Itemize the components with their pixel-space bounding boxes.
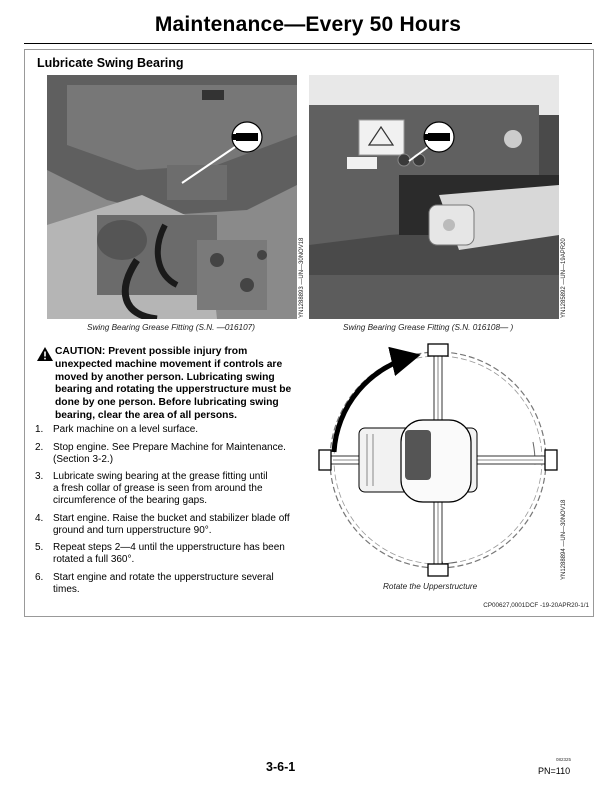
reference-code: CP00627,0001DCF -19-20APR20-1/1 bbox=[483, 602, 589, 609]
step-text: ground and turn upperstructure 90°. bbox=[53, 524, 212, 536]
step-text: rotated a full 360°. bbox=[53, 554, 135, 566]
caution-block bbox=[35, 346, 297, 423]
left-photo bbox=[47, 75, 297, 319]
caution-line: moved by another person. Lubricating swing bbox=[55, 371, 275, 383]
footer-code: 082325 bbox=[556, 757, 572, 762]
caution-line: bearing and rotating the upperstructure must be bbox=[55, 384, 292, 396]
right-photo-caption: Swing Bearing Grease Fitting (S.N. 016108— ) bbox=[343, 323, 514, 332]
step-number: 1. bbox=[35, 424, 44, 435]
list-item bbox=[35, 542, 300, 566]
caution-line: unexpected machine movement if controls are bbox=[55, 358, 283, 370]
step-text: Lubricate swing bearing at the grease fitting until bbox=[53, 471, 268, 483]
step-number: 4. bbox=[35, 512, 44, 524]
list-item bbox=[35, 513, 300, 537]
content-panel bbox=[24, 49, 594, 617]
step-number: 5. bbox=[35, 542, 44, 554]
section-title: Lubricate Swing Bearing bbox=[37, 56, 184, 70]
list-item bbox=[35, 442, 300, 466]
caution-line: done by one person. Before lubricating swing bbox=[55, 397, 279, 409]
left-photo-id: YN1288893 —UN—30NOV18 bbox=[299, 237, 305, 318]
step-text: Start engine and rotate the upperstructure several bbox=[53, 571, 274, 583]
list-item bbox=[35, 424, 300, 436]
right-photo-id: YN1285892 —UN—19APR20 bbox=[561, 238, 567, 318]
step-text: Stop engine. See Prepare Machine for Maintenance. bbox=[53, 441, 286, 453]
step-text: Park machine on a level surface. bbox=[53, 424, 199, 435]
diagram-caption: Rotate the Upperstructure bbox=[383, 582, 478, 591]
steps-list bbox=[35, 424, 300, 602]
left-photo-caption: Swing Bearing Grease Fitting (S.N. —016107) bbox=[87, 323, 255, 332]
list-item bbox=[35, 572, 300, 596]
step-text: Repeat steps 2—4 until the upperstructure has been bbox=[53, 542, 285, 554]
step-text: Start engine. Raise the bucket and stabilizer blade off bbox=[53, 512, 290, 524]
step-text: a fresh collar of grease is seen from around the bbox=[53, 483, 263, 495]
warning-triangle-icon bbox=[37, 347, 53, 361]
pn-label: PN=110 bbox=[538, 766, 571, 776]
caution-line: bearing, clear the area of all persons. bbox=[55, 409, 237, 421]
caution-line: CAUTION: Prevent possible injury from bbox=[55, 346, 248, 357]
step-number: 6. bbox=[35, 571, 44, 583]
step-text: times. bbox=[53, 583, 80, 595]
page-title: Maintenance—Every 50 Hours bbox=[154, 13, 462, 36]
step-number: 2. bbox=[35, 441, 44, 453]
page-header bbox=[24, 9, 592, 44]
page-number: 3-6-1 bbox=[266, 760, 296, 774]
diagram-id: YN1288894 —UN—30NOV18 bbox=[561, 499, 567, 580]
right-photo bbox=[309, 75, 559, 319]
step-number: 3. bbox=[35, 471, 44, 483]
step-text: circumference of the bearing gaps. bbox=[53, 494, 207, 506]
list-item bbox=[35, 471, 300, 506]
step-text: (Section 3-2.) bbox=[53, 453, 114, 465]
rotation-diagram bbox=[307, 342, 569, 578]
